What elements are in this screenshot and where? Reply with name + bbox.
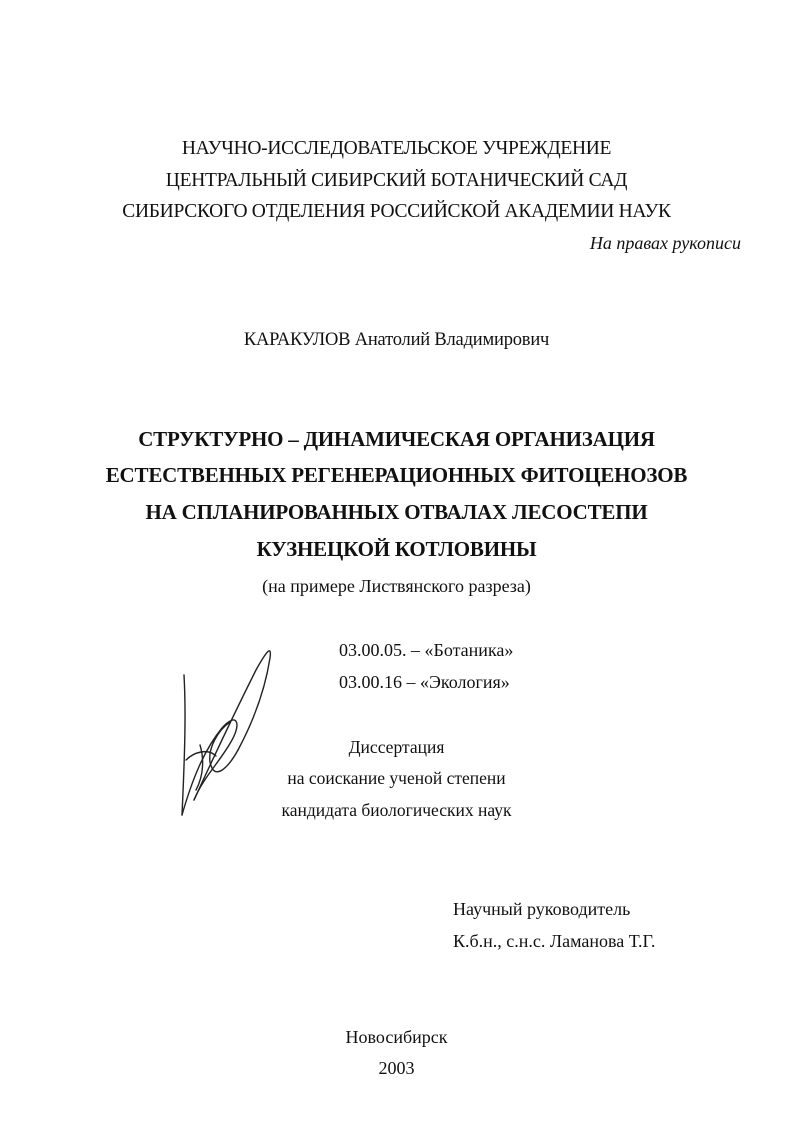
title-line-2: ЕСТЕСТВЕННЫХ РЕГЕНЕРАЦИОННЫХ ФИТОЦЕНОЗОВ — [105, 463, 688, 487]
dissertation-degree-line: на соискание ученой степени — [287, 768, 506, 788]
dissertation-label: Диссертация — [348, 737, 445, 757]
dissertation-field-line: кандидата биологических наук — [281, 800, 512, 820]
city: Новосибирск — [345, 1027, 448, 1047]
title-line-4: КУЗНЕЦКОЙ КОТЛОВИНЫ — [256, 537, 537, 561]
supervisor-label: Научный руководитель — [453, 899, 631, 919]
specialty-botany: 03.00.05. – «Ботаника» — [339, 640, 514, 660]
title-line-1: СТРУКТУРНО – ДИНАМИЧЕСКАЯ ОРГАНИЗАЦИЯ — [138, 427, 655, 451]
institution-line-2: ЦЕНТРАЛЬНЫЙ СИБИРСКИЙ БОТАНИЧЕСКИЙ САД — [165, 170, 628, 191]
supervisor-name: К.б.н., с.н.с. Ламанова Т.Г. — [453, 931, 656, 951]
year: 2003 — [378, 1058, 415, 1078]
manuscript-rights-note: На правах рукописи — [589, 233, 741, 253]
institution-line-1: НАУЧНО-ИССЛЕДОВАТЕЛЬСКОЕ УЧРЕЖДЕНИЕ — [181, 138, 612, 159]
title-line-3: НА СПЛАНИРОВАННЫХ ОТВАЛАХ ЛЕСОСТЕПИ — [145, 500, 648, 524]
title-subtitle: (на примере Листвянского разреза) — [262, 576, 531, 596]
author-name: КАРАКУЛОВ Анатолий Владимирович — [243, 330, 550, 350]
institution-line-3: СИБИРСКОГО ОТДЕЛЕНИЯ РОССИЙСКОЙ АКАДЕМИИ НАУК — [122, 201, 671, 222]
specialty-ecology: 03.00.16 – «Экология» — [339, 672, 510, 692]
